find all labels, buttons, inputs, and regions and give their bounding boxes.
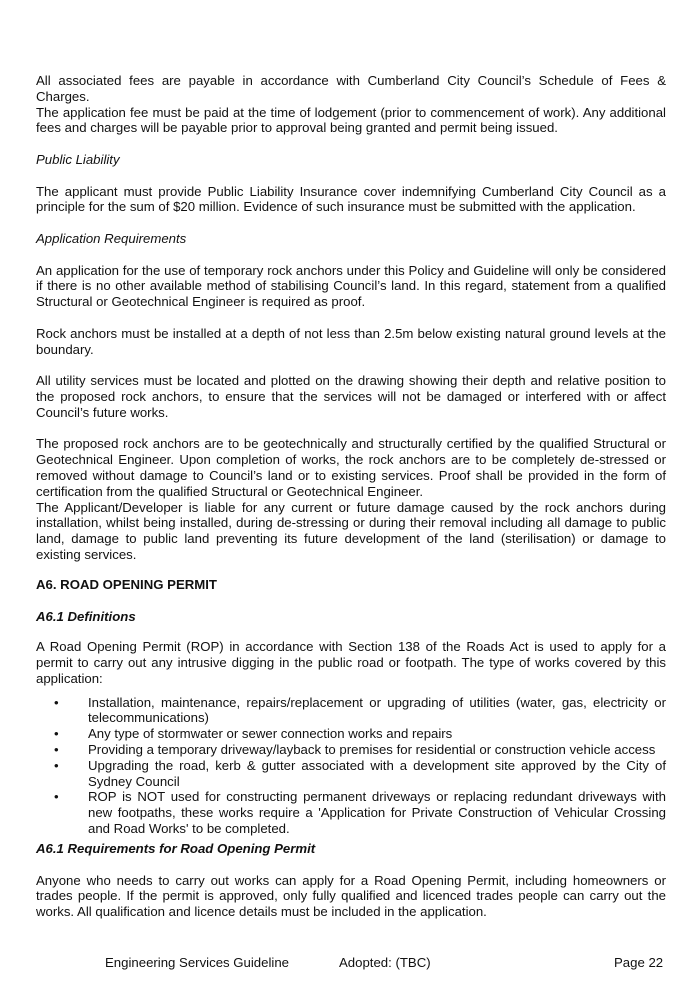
bullet-icon: • [54,742,59,758]
page-footer [0,955,683,971]
application-fee-paragraph: The application fee must be paid at the time of lodgement (prior to commencement of work). Any additional fees and charges will be payable prior to approval being granted and permit being issued. [36,104,666,136]
definitions-heading: A6.1 Definitions [36,608,136,624]
footer-adopted: Adopted: (TBC) [339,955,431,970]
list-item: • Installation, maintenance, repairs/replacement or upgrading of utilities (water, gas, electricity or telecommunications) [54,694,666,726]
bullet-icon: • [54,789,59,805]
document-page [36,73,666,920]
list-item: • ROP is NOT used for constructing permanent driveways or replacing redundant driveways with new footpaths, these works require a 'Application for Private Construction of Vehicular Crossing and Road Works' to be completed. [54,789,666,837]
works-list [36,695,666,837]
requirements-heading: A6.1 Requirements for Road Opening Permit [36,840,316,856]
certification-paragraph: The proposed rock anchors are to be geotechnically and structurally certified by the qualified Structural or Geotechnical Engineer. Upon completion of works, the rock anchors are to be completely de-stressed or removed without damage to Council’s land or to existing services. Proof shall be provided in the form of certification from the qualified Structural or Geotechnical Engineer. [36,436,666,499]
list-item: • Any type of stormwater or sewer connection works and repairs [54,726,453,742]
public-liability-paragraph: The applicant must provide Public Liability Insurance cover indemnifying Cumberland City Council as a principle for the sum of $20 million. Evidence of such insurance must be submitted with the application. [36,183,666,215]
bullet-icon: • [54,726,59,742]
rock-anchor-depth-paragraph: Rock anchors must be installed at a depth of not less than 2.5m below existing natural ground levels at the boundary. [36,325,666,357]
list-item: • Upgrading the road, kerb & gutter associated with a development site approved by the City of Sydney Council [54,757,666,789]
definitions-intro-paragraph: A Road Opening Permit (ROP) in accordance with Section 138 of the Roads Act is used to apply for a permit to carry out any intrusive digging in the public road or footpath. The type of works covered by this application: [36,639,666,686]
footer-document-title: Engineering Services Guideline [105,955,290,970]
footer-page-number: Page 22 [614,955,664,970]
liability-paragraph: The Applicant/Developer is liable for any current or future damage caused by the rock anchors during installation, whilst being installed, during de-stressing or during their removal including all damage to public land, damage to public land preventing its future development of the land (sterilisation) or damage to existing services. [36,499,666,562]
bullet-icon: • [54,757,59,773]
utility-services-paragraph: All utility services must be located and plotted on the drawing showing their depth and relative position to the proposed rock anchors, to ensure that the services will not be damaged or interfered with or affect Council’s future works. [36,373,666,420]
fees-paragraph: All associated fees are payable in accordance with Cumberland City Council’s Schedule of Fees & Charges. [36,73,666,104]
public-liability-heading: Public Liability [36,151,120,167]
rock-anchor-application-paragraph: An application for the use of temporary rock anchors under this Policy and Guideline will only be considered if there is no other available method of stabilising Council’s land. In this regard, statement from a qualified Structural or Geotechnical Engineer is required as proof. [36,262,666,310]
application-requirements-heading: Application Requirements [36,230,187,246]
list-item: • Providing a temporary driveway/layback to premises for residential or construction vehicle access [54,742,656,758]
requirements-paragraph: Anyone who needs to carry out works can apply for a Road Opening Permit, including homeowners or trades people. If the permit is approved, only fully qualified and licenced trades people can carry out the works. All qualification and licence details must be included in the application. [36,872,666,920]
bullet-icon: • [54,694,59,710]
section-a6-heading: A6. ROAD OPENING PERMIT [36,576,217,592]
